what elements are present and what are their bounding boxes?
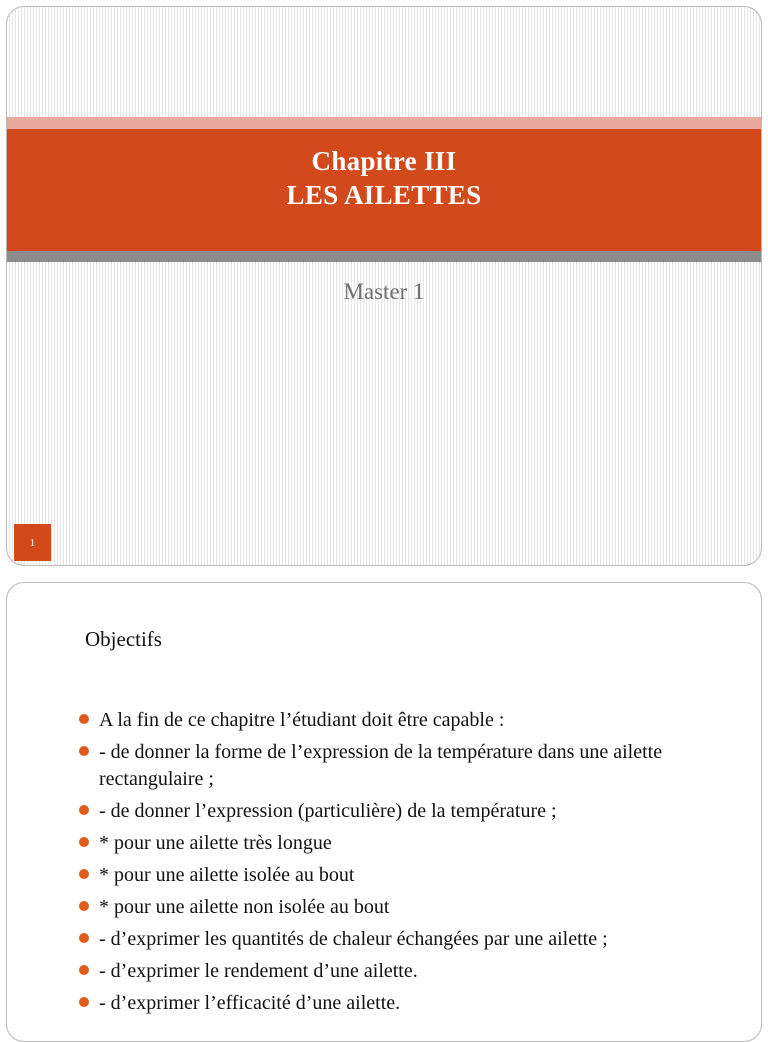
list-item	[75, 798, 755, 825]
list-item-text: - d’exprimer les quantités de chaleur échangées par une ailette ;	[99, 928, 608, 950]
list-item	[75, 739, 755, 793]
bullet-dot-icon	[79, 869, 89, 879]
title-accent-band	[7, 117, 761, 129]
list-item	[75, 894, 755, 921]
slide-1	[6, 6, 762, 566]
list-item	[75, 707, 755, 734]
bullet-dot-icon	[79, 901, 89, 911]
slide-title-line-1: Chapitre III	[311, 146, 457, 176]
list-item	[75, 990, 755, 1017]
bullet-dot-icon	[79, 805, 89, 815]
list-item-text: * pour une ailette non isolée au bout	[99, 896, 390, 918]
bullet-dot-icon	[79, 997, 89, 1007]
list-item-text: * pour une ailette isolée au bout	[99, 864, 355, 886]
list-item-text: - d’exprimer l’efficacité d’une ailette.	[99, 992, 401, 1014]
list-item	[75, 958, 755, 985]
bullet-dot-icon	[79, 714, 89, 724]
list-item-text: - de donner la forme de l’expression de la température dans une ailette rectangulaire ;	[99, 741, 663, 790]
slide-subtitle: Master 1	[343, 279, 425, 304]
list-item-text: * pour une ailette très longue	[99, 832, 332, 854]
list-item-text: A la fin de ce chapitre l’étudiant doit être capable :	[99, 709, 505, 731]
title-band	[7, 129, 761, 251]
bullet-dot-icon	[79, 837, 89, 847]
bullet-dot-icon	[79, 965, 89, 975]
slide-title-line-2: LES AILETTES	[286, 180, 482, 210]
slide-heading: Objectifs	[85, 627, 162, 651]
list-item	[75, 862, 755, 889]
slide-2	[6, 582, 762, 1042]
list-item	[75, 926, 755, 953]
bullet-dot-icon	[79, 746, 89, 756]
page-number-badge: 1	[14, 524, 51, 561]
title-divider-band	[7, 251, 761, 262]
objectives-list	[75, 707, 755, 1022]
bullet-dot-icon	[79, 933, 89, 943]
list-item-text: - de donner l’expression (particulière) de la température ;	[99, 800, 557, 822]
list-item	[75, 830, 755, 857]
list-item-text: - d’exprimer le rendement d’une ailette.	[99, 960, 418, 982]
